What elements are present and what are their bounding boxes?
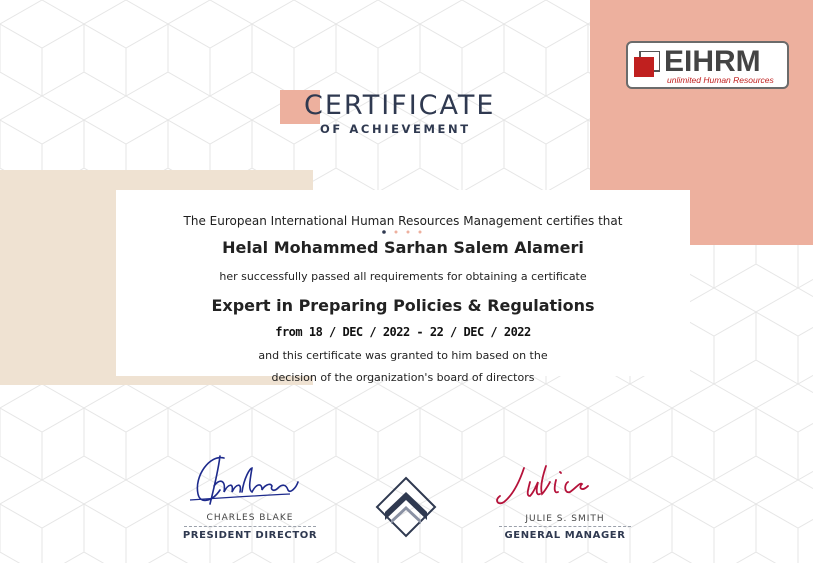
recipient-name: Helal Mohammed Sarhan Salem Alameri [222, 238, 584, 257]
chevron-emblem-icon [375, 476, 437, 538]
signer-left-role: PRESIDENT DIRECTOR [182, 530, 318, 541]
signature-rule-left [184, 526, 316, 527]
achievement-statement: her successfully passed all requirements for obtaining a certificate [219, 270, 587, 283]
signature-block-left [180, 448, 320, 548]
course-dates: from 18 / DEC / 2022 - 22 / DEC / 2022 [275, 325, 531, 339]
signer-right-role: GENERAL MANAGER [504, 530, 626, 541]
signer-right-name: JULIE S. SMITH [525, 514, 605, 524]
signature-rule-right [499, 526, 631, 527]
certificate-subtitle: OF ACHIEVEMENT [320, 122, 471, 136]
signer-left-name: CHARLES BLAKE [206, 513, 294, 523]
logo-tagline: unlimited Human Resources [667, 75, 774, 85]
certificate-heading [280, 88, 496, 138]
signature-julie-icon [490, 462, 640, 512]
signature-block-right [490, 462, 640, 552]
grant-text-line-2: decision of the organization's board of directors [271, 371, 535, 384]
intro-text: The European International Human Resources Management certifies that [183, 214, 623, 228]
course-title: Expert in Preparing Policies & Regulations [211, 296, 595, 315]
logo-wordmark: EIHRM [664, 45, 761, 78]
red-square-logo-icon [634, 51, 660, 77]
grant-text-line-1: and this certificate was granted to him based on the [258, 349, 548, 362]
dots-divider-icon [381, 229, 425, 235]
signature-charles-icon [180, 448, 320, 510]
eihrm-logo [626, 41, 789, 89]
certificate-title: CERTIFICATE [304, 90, 496, 121]
